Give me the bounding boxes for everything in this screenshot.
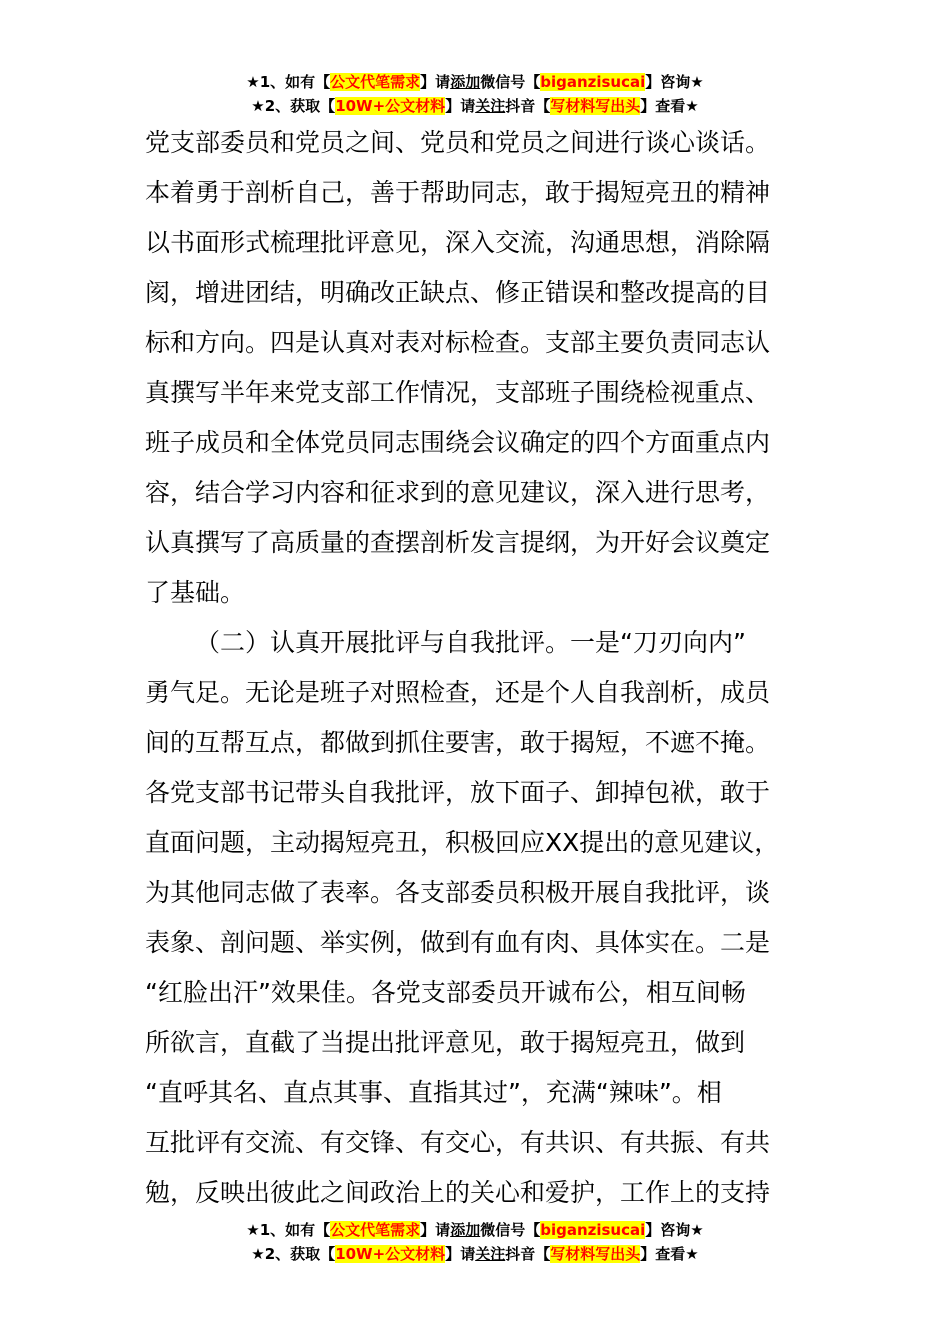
promo-text: 微信号【 xyxy=(480,73,541,91)
body-line: 容，结合学习内容和征求到的意见建议，深入进行思考， xyxy=(145,478,771,507)
promo-text: 】查看★ xyxy=(640,1245,699,1263)
promo-highlight: 10W+公文材料 xyxy=(335,97,446,115)
body-line: 各党支部书记带头自我批评，放下面子、卸掉包袱，敢于 xyxy=(145,778,771,807)
body-line: 认真撰写了高质量的查摆剖析发言提纲，为开好会议奠定 xyxy=(145,528,771,557)
body-line: 勇气足。无论是班子对照检查，还是个人自我剖析，成员 xyxy=(145,678,771,707)
promo-emphasis: 添加 xyxy=(450,1221,481,1239)
body-line: 以书面形式梳理批评意见，深入交流，沟通思想，消除隔 xyxy=(145,228,771,257)
promo-text: 】咨询★ xyxy=(645,1221,704,1239)
promo-line-1 xyxy=(0,1218,950,1242)
footer-promo-banner xyxy=(0,1218,950,1266)
body-line: 互批评有交流、有交锋、有交心，有共识、有共振、有共 xyxy=(145,1128,771,1157)
promo-emphasis: 添加 xyxy=(450,73,481,91)
promo-highlight: 10W+公文材料 xyxy=(335,1245,446,1263)
promo-line-1 xyxy=(0,70,950,94)
promo-text: ★1、如有【 xyxy=(246,1221,331,1239)
promo-line-2 xyxy=(0,94,950,118)
body-line: 表象、剖问题、举实例，做到有血有肉、具体实在。二是 xyxy=(145,928,771,957)
body-line: 所欲言，直截了当提出批评意见，敢于揭短亮丑，做到 xyxy=(145,1028,746,1057)
body-line: 本着勇于剖析自己，善于帮助同志，敢于揭短亮丑的精神 xyxy=(145,178,771,207)
body-line: 党支部委员和党员之间、党员和党员之间进行谈心谈话。 xyxy=(145,128,771,157)
promo-emphasis: 关注 xyxy=(475,97,506,115)
promo-text: 抖音【 xyxy=(505,97,551,115)
header-promo-banner xyxy=(0,70,950,118)
promo-text: 】请 xyxy=(420,73,451,91)
promo-text: ★2、获取【 xyxy=(251,1245,336,1263)
body-line: 阂，增进团结，明确改正缺点、修正错误和整改提高的目 xyxy=(145,278,771,307)
promo-text: 抖音【 xyxy=(505,1245,551,1263)
promo-text: 】请 xyxy=(420,1221,451,1239)
body-line: “直呼其名、直点其事、直指其过”，充满“辣味”。相 xyxy=(145,1078,722,1107)
body-line: 直面问题，主动揭短亮丑，积极回应XX提出的意见建议， xyxy=(145,828,780,857)
promo-emphasis: 关注 xyxy=(475,1245,506,1263)
promo-highlight: 写材料写出头 xyxy=(550,1245,641,1263)
promo-line-2 xyxy=(0,1242,950,1266)
body-line: 为其他同志做了表率。各支部委员积极开展自我批评，谈 xyxy=(145,878,771,907)
promo-highlight: biganzisucai xyxy=(540,73,646,91)
body-line: 勉，反映出彼此之间政治上的关心和爱护，工作上的支持 xyxy=(145,1178,771,1207)
section-heading-line: （二）认真开展批评与自我批评。一是“刀刃向内” xyxy=(195,628,746,657)
body-line: 标和方向。四是认真对表对标检查。支部主要负责同志认 xyxy=(145,328,771,357)
promo-text: 】咨询★ xyxy=(645,73,704,91)
promo-highlight: 写材料写出头 xyxy=(550,97,641,115)
document-body xyxy=(145,118,810,1218)
body-line: 间的互帮互点，都做到抓住要害，敢于揭短，不遮不掩。 xyxy=(145,728,771,757)
promo-text: ★2、获取【 xyxy=(251,97,336,115)
body-line: 了基础。 xyxy=(145,578,246,607)
promo-highlight: 公文代笔需求 xyxy=(330,73,421,91)
promo-highlight: 公文代笔需求 xyxy=(330,1221,421,1239)
body-line: 班子成员和全体党员同志围绕会议确定的四个方面重点内 xyxy=(145,428,771,457)
body-line: “红脸出汗”效果佳。各党支部委员开诚布公，相互间畅 xyxy=(145,978,746,1007)
promo-text: 】查看★ xyxy=(640,97,699,115)
promo-text: 】请 xyxy=(445,1245,476,1263)
promo-highlight: biganzisucai xyxy=(540,1221,646,1239)
promo-text: 微信号【 xyxy=(480,1221,541,1239)
body-line: 真撰写半年来党支部工作情况，支部班子围绕检视重点、 xyxy=(145,378,771,407)
promo-text: ★1、如有【 xyxy=(246,73,331,91)
promo-text: 】请 xyxy=(445,97,476,115)
